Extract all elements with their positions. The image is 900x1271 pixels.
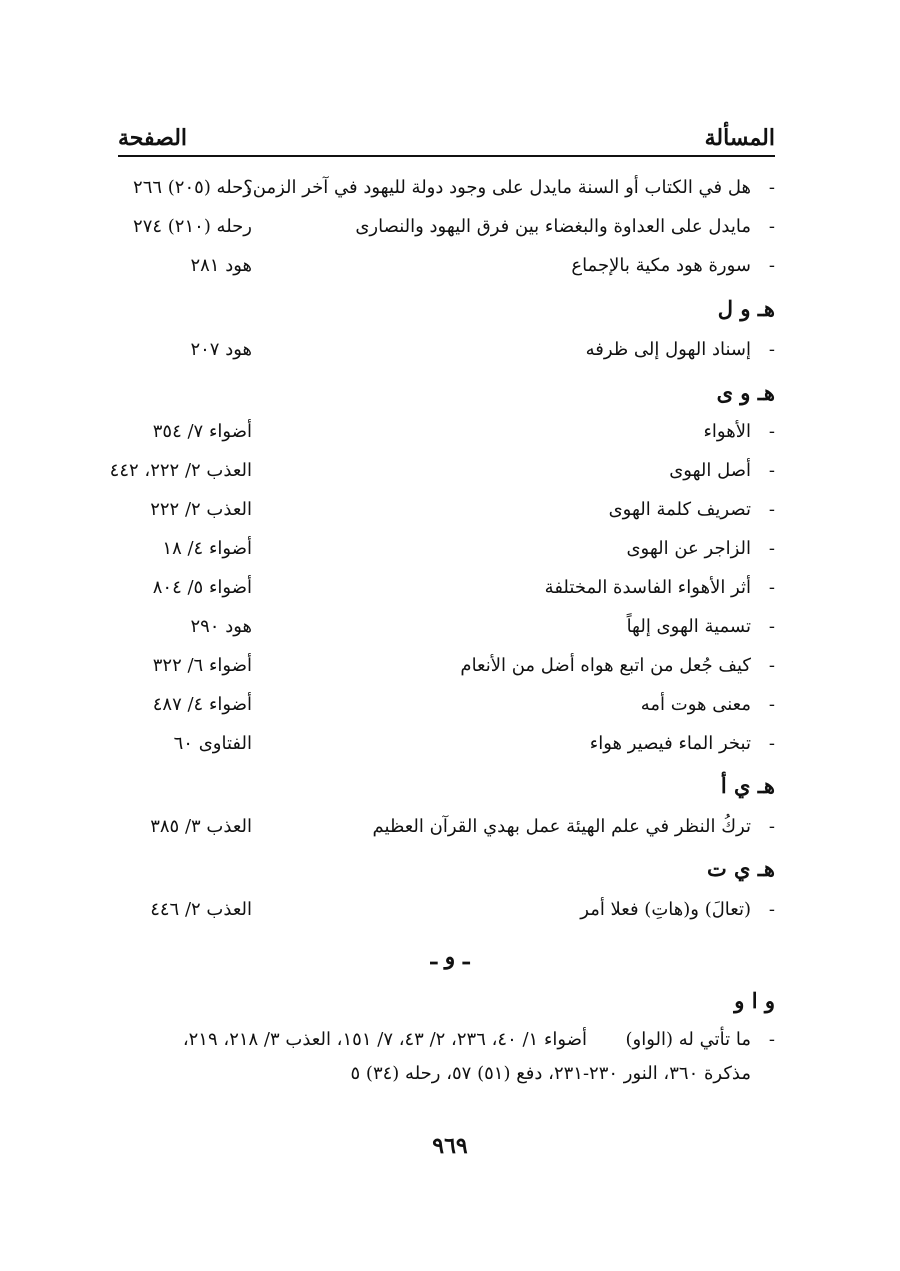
entry-dash: - bbox=[768, 816, 775, 837]
root-heading-hwl: هـ و ل bbox=[717, 296, 775, 321]
page-number: ٩٦٩ bbox=[432, 1133, 468, 1159]
entry-dash: - bbox=[768, 460, 775, 481]
entry-reference: هود ٢٠٧ bbox=[190, 339, 252, 360]
entry-text: الزاجر عن الهوى bbox=[626, 538, 751, 559]
entry-text: ما تأتي له (الواو) bbox=[625, 1029, 751, 1050]
entry-reference-continued: مذكرة ٣٦٠، النور ٢٣٠-٢٣١، دفع (٥١) ٥٧، رحله (٣٤) ٥ bbox=[350, 1063, 751, 1084]
root-heading-waw: و ا و bbox=[734, 988, 775, 1013]
entry-dash: - bbox=[768, 421, 775, 442]
table-header bbox=[118, 125, 775, 157]
entry-text: هل في الكتاب أو السنة مايدل على وجود دولة لليهود في آخر الزمن؟ bbox=[243, 177, 751, 198]
entry-reference: العذب ٢/ ٤٤٦ bbox=[150, 899, 252, 920]
index-entry bbox=[118, 339, 775, 369]
entry-reference: أضواء ٥/ ٨٠٤ bbox=[152, 577, 252, 598]
entry-text: أثر الأهواء الفاسدة المختلفة bbox=[544, 577, 751, 598]
entry-dash: - bbox=[768, 538, 775, 559]
index-entry bbox=[118, 177, 775, 207]
entry-reference: رحله (٢١٠) ٢٧٤ bbox=[133, 216, 252, 237]
entry-dash: - bbox=[768, 255, 775, 276]
page-column-heading: الصفحة bbox=[118, 125, 188, 151]
entry-reference: رحله (٢٠٥) ٢٦٦ bbox=[133, 177, 252, 198]
entry-text: كيف جُعل من اتبع هواه أضل من الأنعام bbox=[460, 655, 751, 676]
entry-dash: - bbox=[768, 655, 775, 676]
entry-text: إسناد الهول إلى ظرفه bbox=[585, 339, 751, 360]
index-entry bbox=[109, 460, 775, 490]
entry-reference: أضواء ٤/ ١٨ bbox=[162, 538, 252, 559]
root-heading-hya: هـ ي أ bbox=[720, 773, 775, 798]
entry-reference: العذب ٣/ ٣٨٥ bbox=[150, 816, 252, 837]
index-entry bbox=[118, 816, 775, 846]
entry-reference: أضواء ٦/ ٣٢٢ bbox=[152, 655, 252, 676]
entry-reference: هود ٢٩٠ bbox=[190, 616, 252, 637]
root-heading-hyt: هـ ي ت bbox=[706, 856, 775, 881]
issue-column-heading: المسألة bbox=[704, 125, 775, 151]
index-entry bbox=[118, 499, 775, 529]
entry-text: مايدل على العداوة والبغضاء بين فرق اليهود والنصارى bbox=[355, 216, 751, 237]
entry-dash: - bbox=[768, 616, 775, 637]
index-entry bbox=[118, 655, 775, 685]
entry-reference: العذب ٢/ ٢٢٢، ٤٤٢ bbox=[109, 460, 252, 481]
entry-dash: - bbox=[768, 339, 775, 360]
index-entry bbox=[118, 577, 775, 607]
entry-text: تسمية الهوى إلهاً bbox=[626, 616, 751, 637]
entry-dash: - bbox=[768, 177, 775, 198]
index-entry bbox=[118, 255, 775, 285]
index-entry bbox=[118, 538, 775, 568]
entry-reference: الفتاوى ٦٠ bbox=[173, 733, 252, 754]
letter-section-heading: ـ و ـ bbox=[430, 944, 470, 970]
index-entry-multiline bbox=[118, 1029, 775, 1097]
index-entry bbox=[118, 694, 775, 724]
entry-reference: العذب ٢/ ٢٢٢ bbox=[150, 499, 252, 520]
index-entry bbox=[118, 216, 775, 246]
entry-reference: هود ٢٨١ bbox=[190, 255, 252, 276]
entry-dash: - bbox=[768, 1029, 775, 1050]
index-entry bbox=[118, 899, 775, 929]
entry-text: تبخر الماء فيصير هواء bbox=[589, 733, 751, 754]
entry-dash: - bbox=[768, 216, 775, 237]
entry-text: الأهواء bbox=[703, 421, 751, 442]
entry-text: أصل الهوى bbox=[669, 460, 751, 481]
entry-reference: أضواء ٤/ ٤٨٧ bbox=[152, 694, 252, 715]
entry-text: تصريف كلمة الهوى bbox=[608, 499, 751, 520]
root-heading-hwy: هـ و ى bbox=[716, 380, 775, 405]
entry-dash: - bbox=[768, 733, 775, 754]
index-entry bbox=[118, 421, 775, 451]
entry-reference: أضواء ٧/ ٣٥٤ bbox=[152, 421, 252, 442]
entry-text: تركُ النظر في علم الهيئة عمل بهدي القرآن العظيم bbox=[372, 816, 751, 837]
entry-text: معنى هوت أمه bbox=[640, 694, 751, 715]
entry-dash: - bbox=[768, 694, 775, 715]
entry-text: سورة هود مكية بالإجماع bbox=[571, 255, 751, 276]
index-entry bbox=[118, 733, 775, 763]
entry-dash: - bbox=[768, 577, 775, 598]
index-entry bbox=[118, 616, 775, 646]
entry-reference: أضواء ١/ ٤٠، ٢٣٦، ٢/ ٤٣، ٧/ ١٥١، العذب ٣/ ٢١٨، ٢١٩، bbox=[182, 1029, 587, 1050]
entry-text: (تعالَ) و(هاتِ) فعلا أمر bbox=[580, 899, 751, 920]
entry-dash: - bbox=[768, 899, 775, 920]
entry-dash: - bbox=[768, 499, 775, 520]
